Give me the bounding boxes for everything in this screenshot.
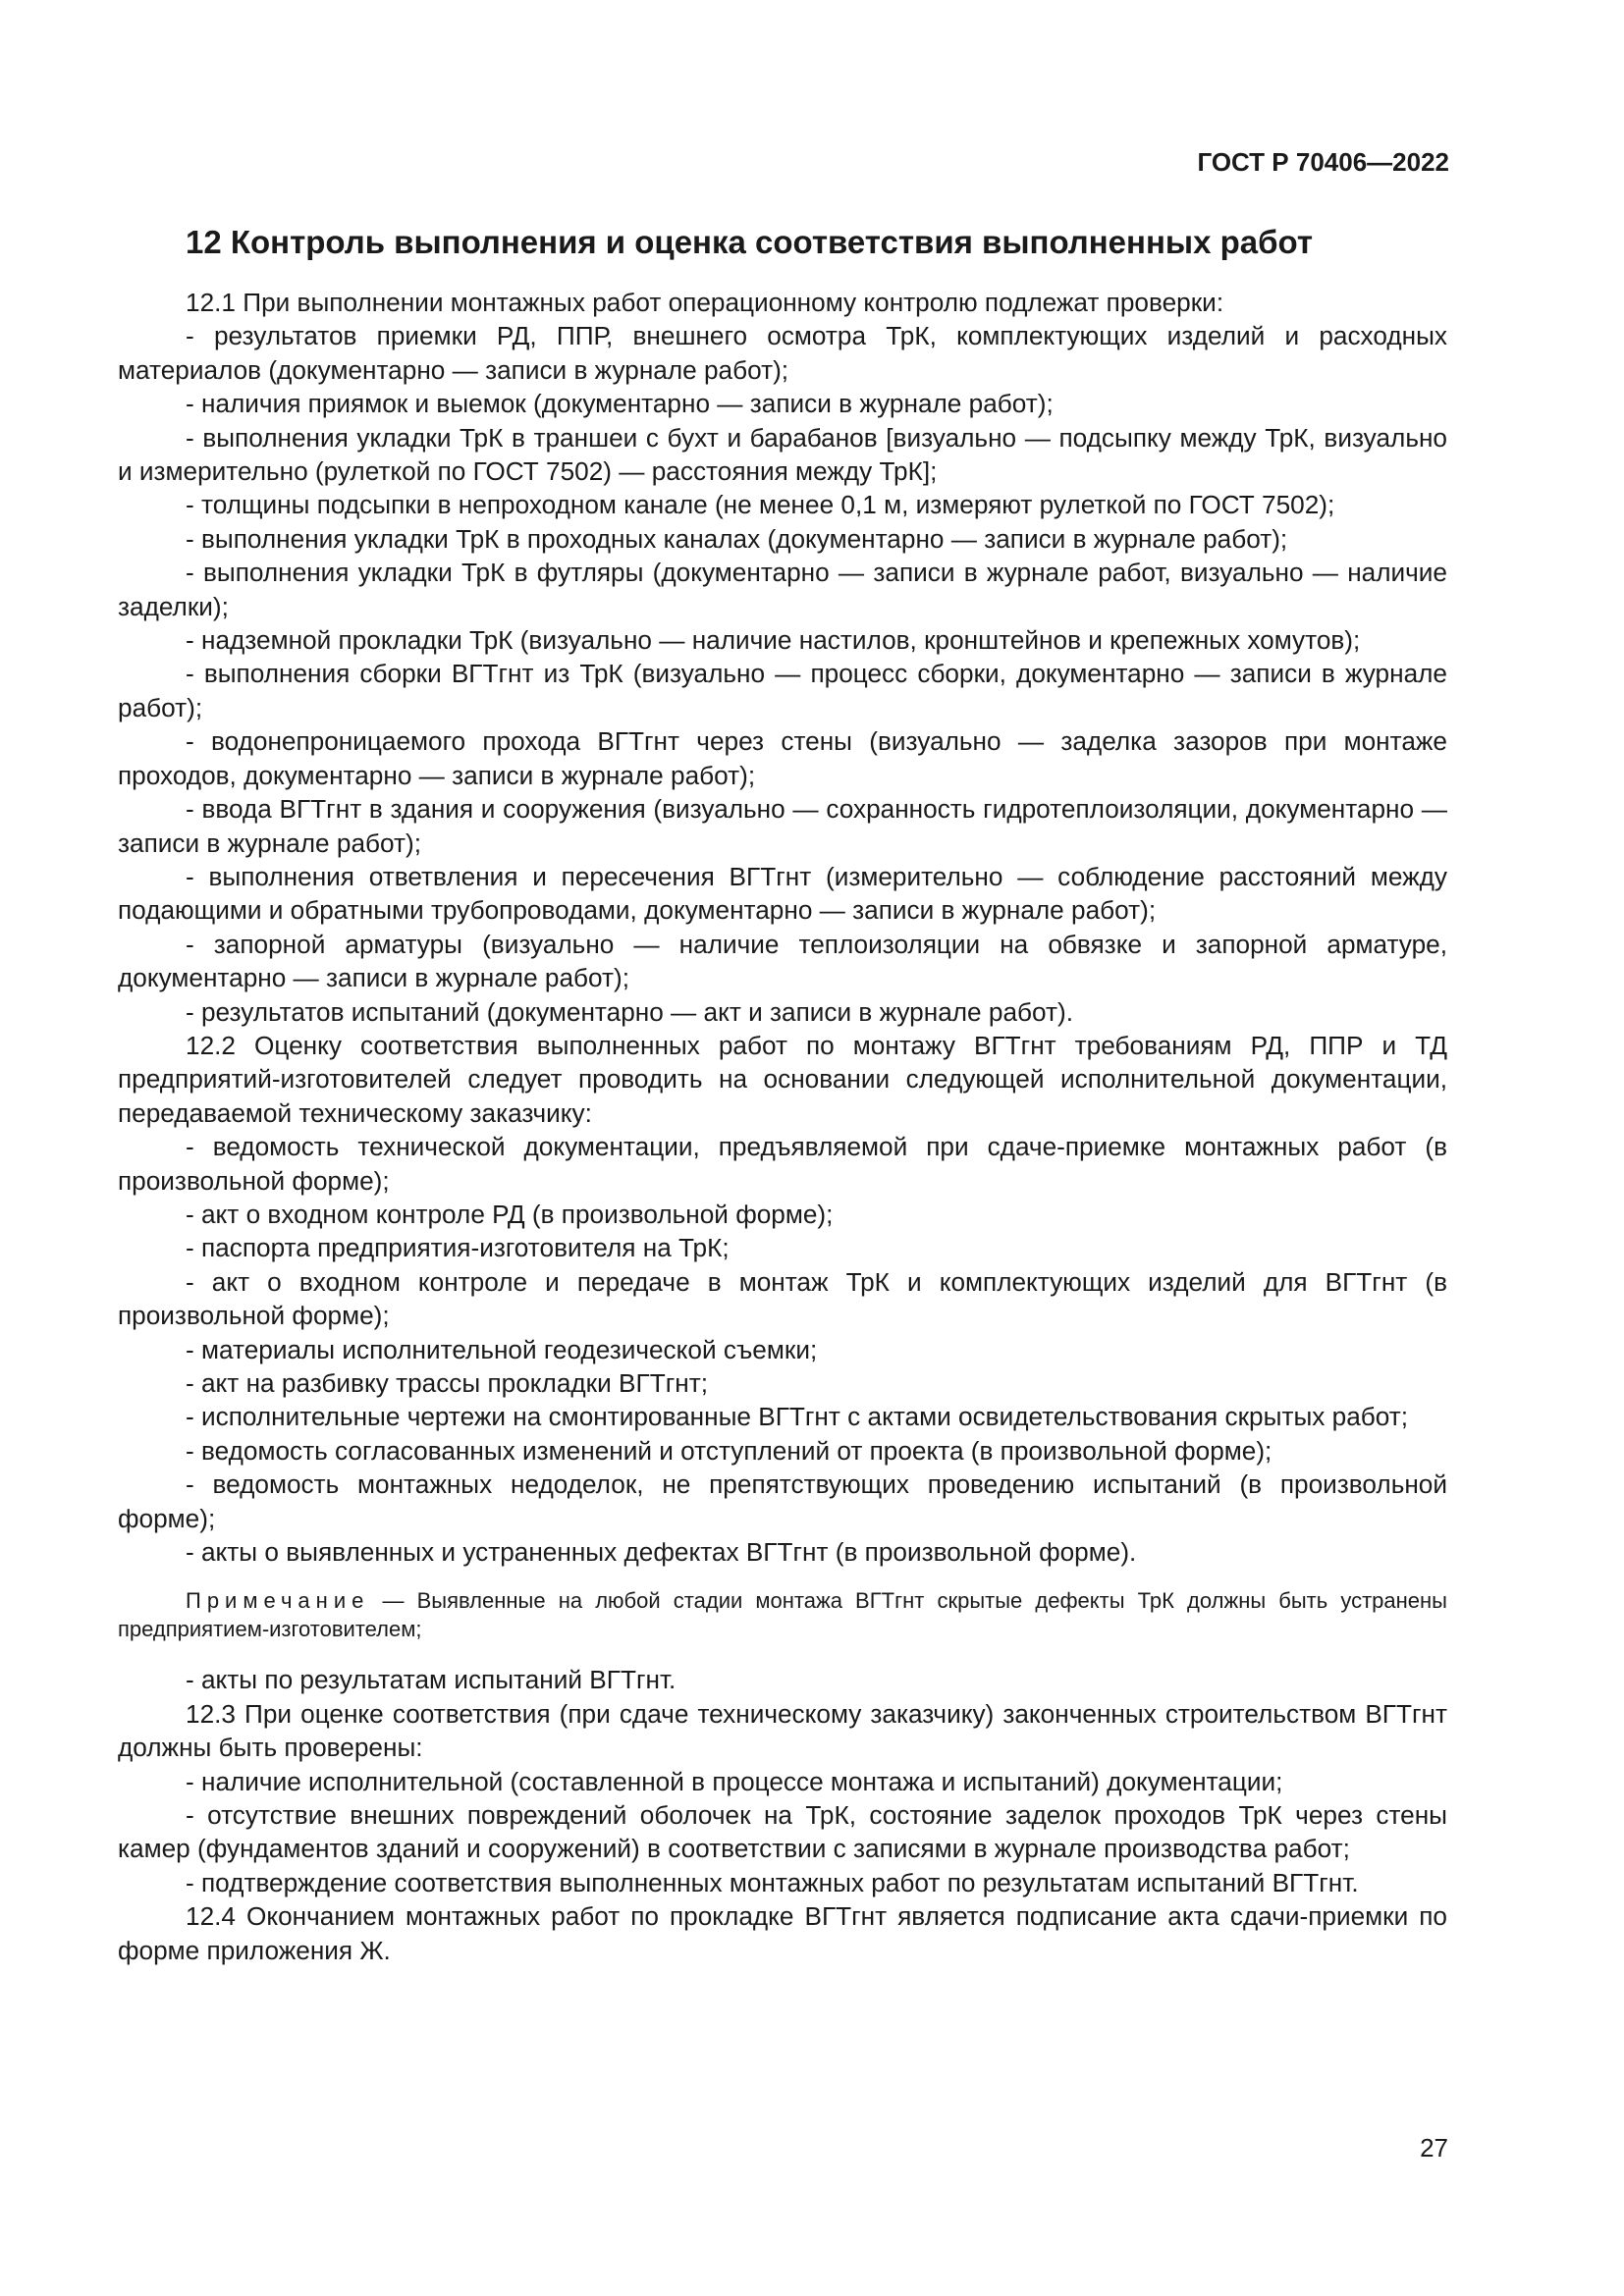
paragraph: 12.2 Оценку соответствия выполненных работ по монтажу ВГТгнт требованиям РД, ППР и ТД предприятий-изготовителей следует проводить на основании следующей исполнительной документации, передаваемой техническому заказчику: bbox=[118, 1030, 1447, 1128]
page-number: 27 bbox=[1420, 2133, 1448, 2163]
list-item: - паспорта предприятия-изготовителя на ТрК; bbox=[186, 1233, 730, 1263]
list-item: - материалы исполнительной геодезической съемки; bbox=[186, 1334, 818, 1364]
list-item: - толщины подсыпки в непроходном канале (не менее 0,1 м, измеряют рулеткой по ГОСТ 7502); bbox=[186, 490, 1335, 520]
list-item: - ведомость технической документации, предъявляемой при сдаче-приемке монтажных работ (в произвольной форме); bbox=[118, 1132, 1447, 1196]
section-title: 12 Контроль выполнения и оценка соответствия выполненных работ bbox=[186, 224, 1313, 260]
list-item: - выполнения сборки ВГТгнт из ТрК (визуально — процесс сборки, документарно — записи в журнале работ); bbox=[118, 659, 1447, 722]
list-item: - акты по результатам испытаний ВГТгнт. bbox=[186, 1665, 677, 1695]
list-item: - исполнительные чертежи на смонтированные ВГТгнт с актами освидетельствования скрытых работ; bbox=[186, 1402, 1409, 1432]
standard-header: ГОСТ Р 70406—2022 bbox=[1197, 147, 1449, 177]
list-item: - выполнения укладки ТрК в футляры (документарно — записи в журнале работ, визуально — наличие заделки); bbox=[118, 558, 1447, 621]
list-item: - выполнения укладки ТрК в проходных каналах (документарно — записи в журнале работ); bbox=[186, 523, 1288, 554]
note bbox=[118, 1586, 1447, 1643]
list-item: - водонепроницаемого прохода ВГТгнт через стены (визуально — заделка зазоров при монтаже проходов, документарно — записи в журнале работ); bbox=[118, 726, 1447, 790]
list-item: - акты о выявленных и устраненных дефектах ВГТгнт (в произвольной форме). bbox=[186, 1537, 1137, 1568]
list-item: - наличие исполнительной (составленной в процессе монтажа и испытаний) документации; bbox=[186, 1766, 1283, 1796]
note-label: Примечание bbox=[186, 1588, 370, 1614]
section-body bbox=[118, 286, 1447, 1967]
list-item: - отсутствие внешних повреждений оболочек на ТрК, состояние заделок проходов ТрК через стены камер (фундаментов зданий и сооружений) в соответствии с записями в журнале производства работ; bbox=[118, 1800, 1447, 1864]
paragraph: 12.1 При выполнении монтажных работ операционному контролю подлежат проверки: bbox=[186, 288, 1224, 317]
note-text: — Выявленные на любой стадии монтажа ВГТгнт скрытые дефекты ТрК должны быть устранены предприятием-изготовителем; bbox=[118, 1588, 1447, 1642]
list-item: - акт на разбивку трассы прокладки ВГТгнт; bbox=[186, 1368, 708, 1398]
list-item: - подтверждение соответствия выполненных монтажных работ по результатам испытаний ВГТгнт. bbox=[186, 1867, 1359, 1897]
list-item: - ведомость монтажных недоделок, не препятствующих проведению испытаний (в произвольной форме); bbox=[118, 1469, 1447, 1533]
list-item: - наличия приямок и выемок (документарно — записи в журнале работ); bbox=[186, 389, 1054, 419]
list-item: - ввода ВГТгнт в здания и сооружения (визуально — сохранность гидротеплоизоляции, документарно — записи в журнале работ); bbox=[118, 794, 1447, 858]
paragraph: 12.3 При оценке соответствия (при сдаче техническому заказчику) законченных строительством ВГТгнт должны быть проверены: bbox=[118, 1698, 1447, 1763]
list-item: - надземной прокладки ТрК (визуально — наличие настилов, кронштейнов и крепежных хомутов); bbox=[186, 625, 1361, 656]
list-item: - выполнения укладки ТрК в траншеи с бухт и барабанов [визуально — подсыпку между ТрК, визуально и измерительно (рулеткой по ГОСТ 7502) — расстояния между ТрК]; bbox=[118, 422, 1447, 487]
list-item: - акт о входном контроле РД (в произвольной форме); bbox=[186, 1199, 834, 1229]
list-item: - запорной арматуры (визуально — наличие теплоизоляции на обвязке и запорной арматуре, документарно — записи в журнале работ); bbox=[118, 929, 1447, 993]
list-item: - акт о входном контроле и передаче в монтаж ТрК и комплектующих изделий для ВГТгнт (в произвольной форме); bbox=[118, 1266, 1447, 1331]
list-item: - выполнения ответвления и пересечения ВГТгнт (измерительно — соблюдение расстояний между подающими и обратными трубопроводами, документарно — записи в журнале работ); bbox=[118, 861, 1447, 926]
list-item: - результатов приемки РД, ППР, внешнего осмотра ТрК, комплектующих изделий и расходных материалов (документарно — записи в журнале работ); bbox=[118, 321, 1447, 385]
list-item: - ведомость согласованных изменений и отступлений от проекта (в произвольной форме); bbox=[186, 1435, 1272, 1466]
list-item: - результатов испытаний (документарно — акт и записи в журнале работ). bbox=[186, 996, 1074, 1027]
paragraph: 12.4 Окончанием монтажных работ по прокладке ВГТгнт является подписание акта сдачи-приемки по форме приложения Ж. bbox=[118, 1901, 1447, 1965]
